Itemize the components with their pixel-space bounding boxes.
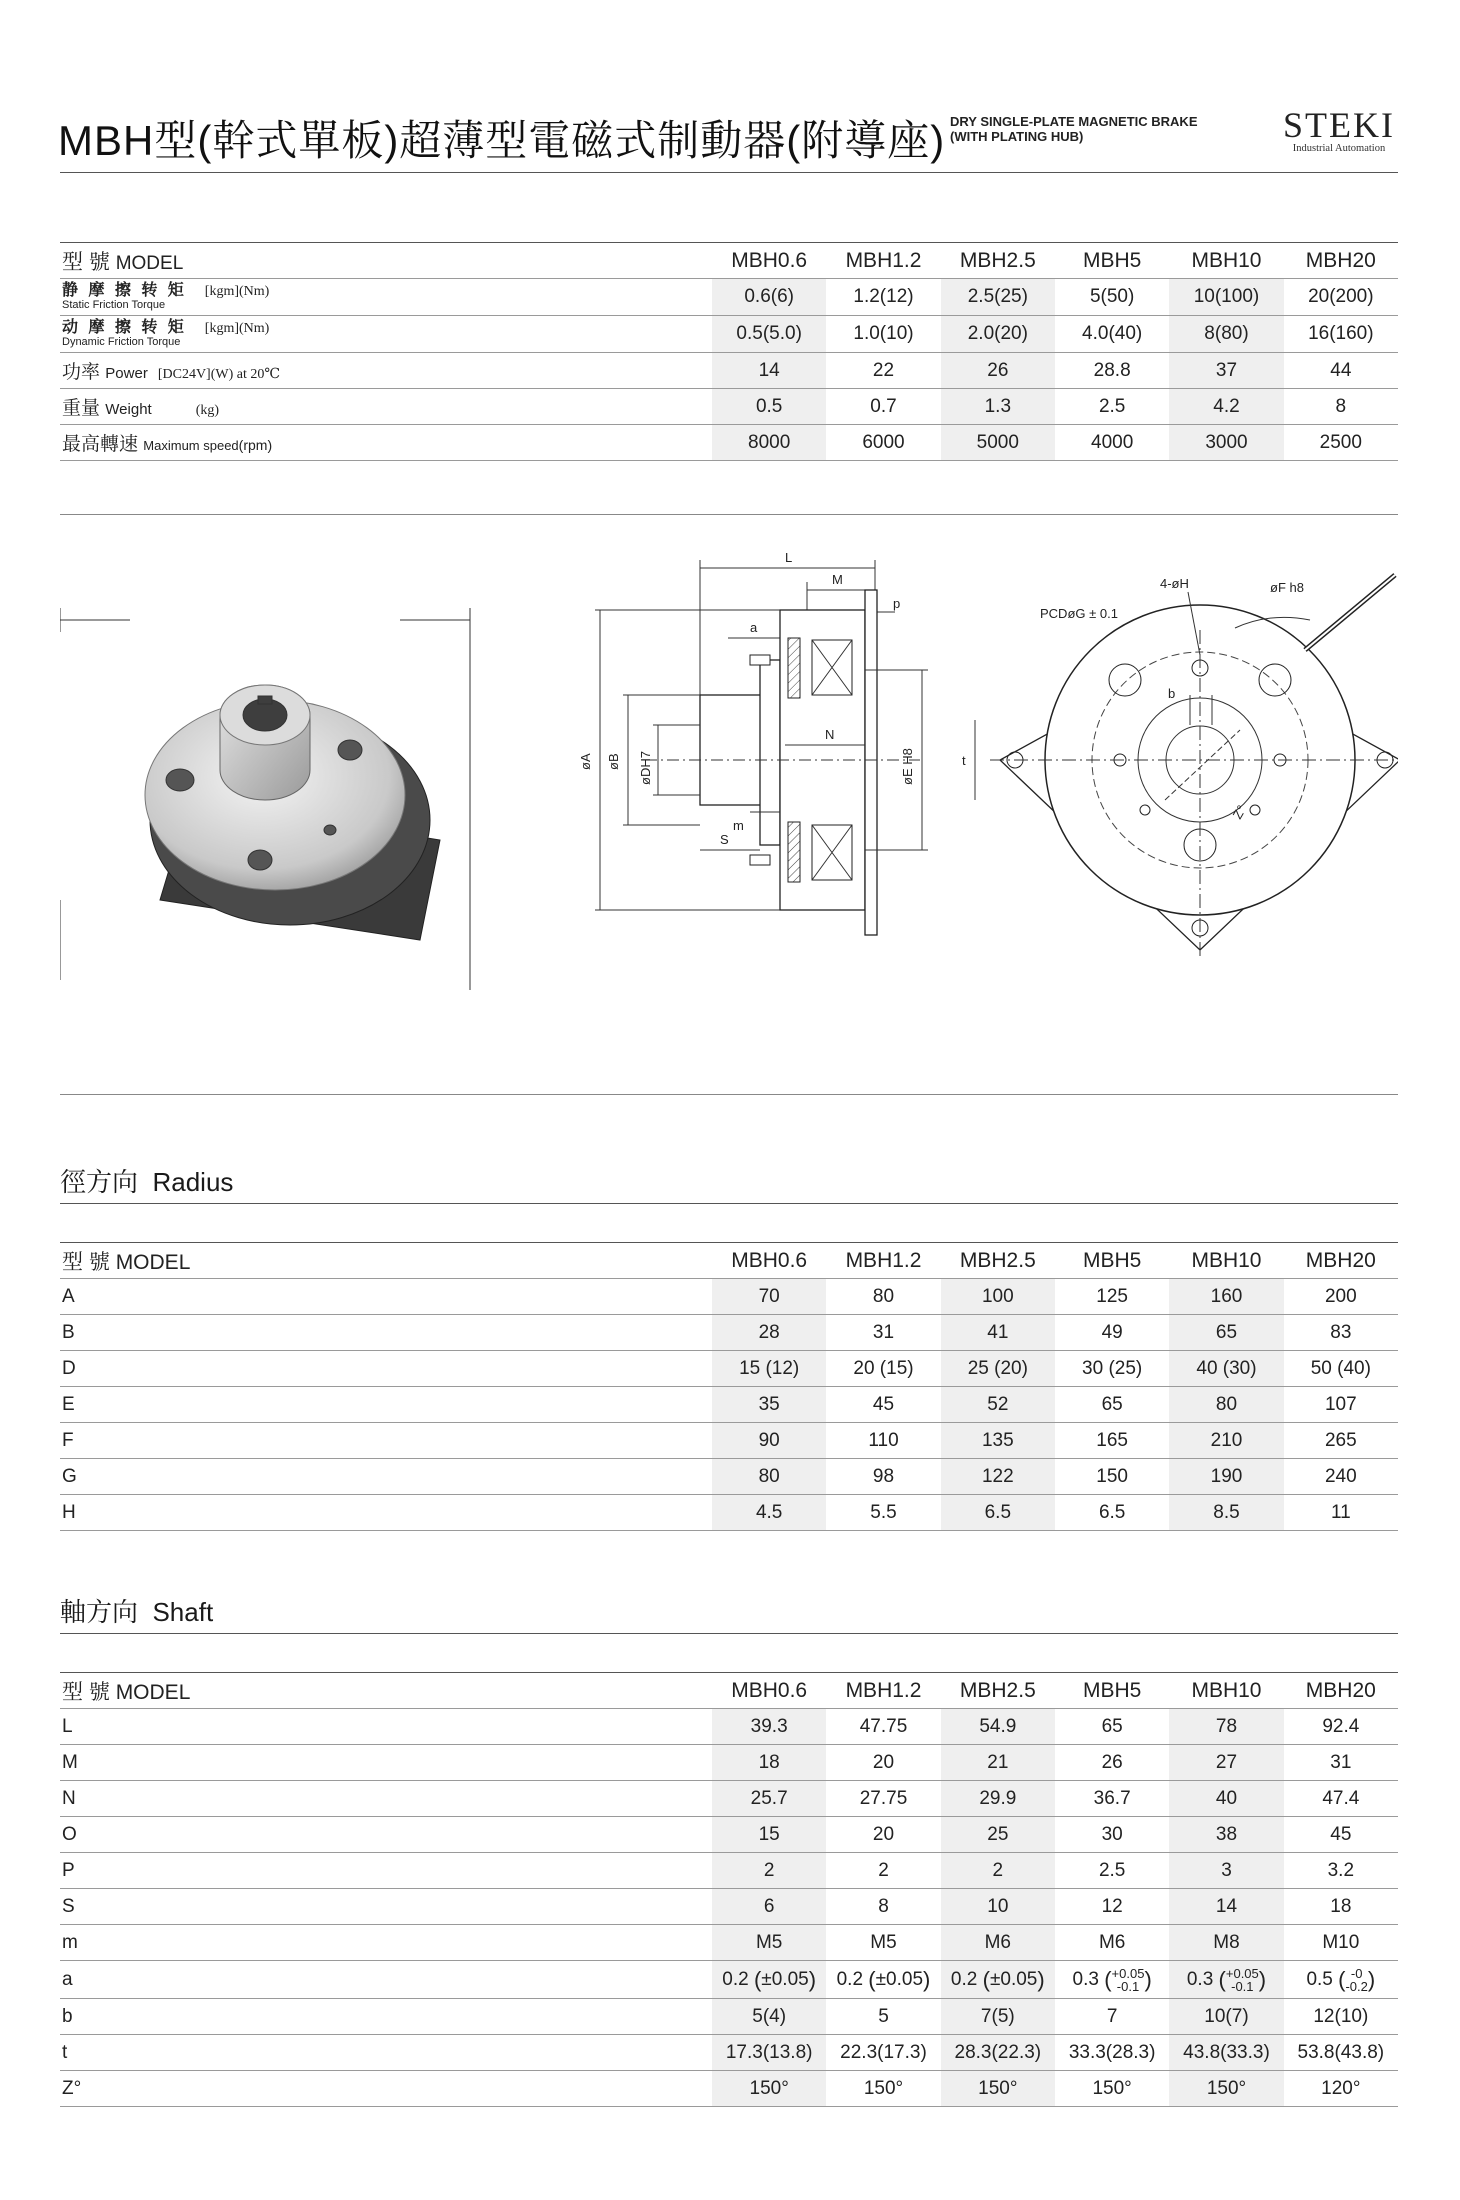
table-cell: 22.3(17.3): [826, 2035, 940, 2071]
model-col: MBH20: [1284, 243, 1398, 279]
table-cell: 44: [1284, 353, 1398, 389]
table-cell: 2.0(20): [941, 316, 1055, 353]
tol-base: 0.2: [950, 1968, 978, 1990]
front-view: [962, 575, 1398, 960]
header-divider: [60, 172, 1398, 173]
page-title: MBH型(幹式單板)超薄型電磁式制動器(附導座): [58, 117, 946, 164]
table-row: [60, 1745, 1398, 1781]
page-subtitle: [950, 114, 1198, 144]
model-col: MBH0.6: [712, 1673, 826, 1709]
table-cell: 15 (12): [712, 1351, 826, 1387]
spec-row-label: [60, 316, 712, 353]
spec-label-cn: 最高轉速: [62, 434, 139, 455]
row-label: A: [60, 1279, 712, 1315]
table-row: [60, 1889, 1398, 1925]
table-cell: 31: [826, 1315, 940, 1351]
model-col: MBH2.5: [941, 1243, 1055, 1279]
table-row: [60, 1999, 1398, 2035]
table-row: [60, 425, 1398, 461]
table-cell: 14: [1169, 1889, 1283, 1925]
row-label: Z°: [60, 2071, 712, 2107]
model-label-cn: 型 號: [62, 1250, 110, 1274]
spec-label-cn: 功率: [62, 362, 101, 383]
table-row: [60, 1817, 1398, 1853]
logo-brand: STEKI: [1283, 105, 1395, 145]
table-cell: 190: [1169, 1459, 1283, 1495]
table-cell: 2: [712, 1853, 826, 1889]
table-cell: 150°: [1169, 2071, 1283, 2107]
technical-figure: [60, 520, 1398, 1080]
table-cell: 150°: [941, 2071, 1055, 2107]
spec-label-unit: (rpm): [238, 437, 273, 453]
model-label-en: MODEL: [115, 1250, 191, 1274]
table-cell: 25.7: [712, 1781, 826, 1817]
row-label: m: [60, 1925, 712, 1961]
table-cell: 22: [826, 353, 940, 389]
table-cell: 2.5(25): [941, 279, 1055, 316]
tol-base: 0.5: [1306, 1968, 1333, 1990]
shaft-section-title: [60, 1592, 213, 1629]
row-label: H: [60, 1495, 712, 1531]
shaft-title-en: Shaft: [152, 1597, 214, 1627]
table-cell: 20: [826, 1817, 940, 1853]
table-row: [60, 1387, 1398, 1423]
table-row: [60, 1709, 1398, 1745]
tol-value: ±0.05: [761, 1968, 809, 1990]
table-cell: 29.9: [941, 1781, 1055, 1817]
row-label: B: [60, 1315, 712, 1351]
table-cell: 92.4: [1284, 1709, 1398, 1745]
dim-label-b: b: [1168, 686, 1176, 701]
row-label: M: [60, 1745, 712, 1781]
radius-section-title: [60, 1162, 233, 1199]
spec-label-en: Weight: [105, 401, 152, 418]
dim-label-pcd: PCDøG ± 0.1: [1040, 606, 1118, 621]
model-col: MBH10: [1169, 243, 1283, 279]
table-cell: 5(50): [1055, 279, 1169, 316]
table-cell: 12: [1055, 1889, 1169, 1925]
table-cell: 2.5: [1055, 389, 1169, 425]
table-cell: 135: [941, 1423, 1055, 1459]
table-cell: 1.0(10): [826, 316, 940, 353]
table-row: [60, 1925, 1398, 1961]
table-cell: 1.2(12): [826, 279, 940, 316]
table-cell: 31: [1284, 1745, 1398, 1781]
table-cell: 36.7: [1055, 1781, 1169, 1817]
table-cell: 150°: [1055, 2071, 1169, 2107]
model-col: MBH0.6: [712, 243, 826, 279]
table-row: [60, 316, 1398, 353]
shaft-title-cn: 軸方向: [60, 1597, 139, 1627]
tol-base: 0.2: [836, 1968, 864, 1990]
table-cell: 4.0(40): [1055, 316, 1169, 353]
dim-label-S: S: [720, 832, 729, 847]
spec-label-en: Static Friction Torque: [62, 299, 166, 311]
radius-section-divider: [60, 1203, 1398, 1204]
table-cell: 240: [1284, 1459, 1398, 1495]
radius-title-cn: 徑方向: [60, 1167, 139, 1197]
table-cell: 54.9: [941, 1709, 1055, 1745]
table-cell: 210: [1169, 1423, 1283, 1459]
subtitle-line-1: DRY SINGLE-PLATE MAGNETIC BRAKE: [950, 114, 1198, 129]
table-cell: 45: [1284, 1817, 1398, 1853]
table-cell: 122: [941, 1459, 1055, 1495]
table-cell: 10(100): [1169, 279, 1283, 316]
model-col: MBH1.2: [826, 243, 940, 279]
table-cell: 7(5): [941, 1999, 1055, 2035]
table-cell: 16(160): [1284, 316, 1398, 353]
table-cell: 110: [826, 1423, 940, 1459]
table-cell: 6000: [826, 425, 940, 461]
table-cell: 26: [941, 353, 1055, 389]
dim-label-oA: øA: [578, 753, 593, 770]
table-cell: 40: [1169, 1781, 1283, 1817]
table-cell: 17.3(13.8): [712, 2035, 826, 2071]
table-cell: 7: [1055, 1999, 1169, 2035]
table-row-a: [60, 1961, 1398, 1999]
table-cell: 20 (15): [826, 1351, 940, 1387]
table-cell: 53.8(43.8): [1284, 2035, 1398, 2071]
side-section-view: [578, 550, 928, 935]
table-row: [60, 1853, 1398, 1889]
model-label-cn: 型 號: [62, 250, 110, 274]
table-cell: 4000: [1055, 425, 1169, 461]
tolerance-cell: 0.3 ( +0.05 -0.1 ): [1055, 1961, 1169, 1999]
table-cell: 2: [941, 1853, 1055, 1889]
dim-label-oD: øDH7: [638, 751, 653, 785]
tol-value: ±0.05: [875, 1968, 924, 1990]
product-photo: [60, 608, 470, 990]
table-cell: 65: [1169, 1315, 1283, 1351]
shaft-section-divider: [60, 1633, 1398, 1634]
model-col: MBH10: [1169, 1673, 1283, 1709]
tolerance-cell: 0.3 ( +0.05 -0.1 ): [1169, 1961, 1283, 1999]
table-cell: 6.5: [941, 1495, 1055, 1531]
model-label: [60, 1673, 712, 1709]
spec-label-unit: [DC24V](W) at 20℃: [157, 367, 281, 382]
table-cell: 65: [1055, 1709, 1169, 1745]
table-row: [60, 1423, 1398, 1459]
model-col: MBH1.2: [826, 1243, 940, 1279]
table-cell: 83: [1284, 1315, 1398, 1351]
spec-row-label: [60, 389, 712, 425]
table-cell: 43.8(33.3): [1169, 2035, 1283, 2071]
table-cell: 80: [826, 1279, 940, 1315]
dim-label-L: L: [785, 550, 793, 565]
table-cell: 200: [1284, 1279, 1398, 1315]
table-cell: M6: [1055, 1925, 1169, 1961]
table-cell: 4.2: [1169, 389, 1283, 425]
radius-header-row: [60, 1243, 1398, 1279]
tol-upper: -0: [1350, 1965, 1363, 1981]
table-cell: 150°: [826, 2071, 940, 2107]
row-label: t: [60, 2035, 712, 2071]
model-col: MBH2.5: [941, 243, 1055, 279]
table-cell: 45: [826, 1387, 940, 1423]
table-cell: 3.2: [1284, 1853, 1398, 1889]
table-cell: 100: [941, 1279, 1055, 1315]
model-label: [60, 1243, 712, 1279]
dim-label-p: p: [893, 596, 901, 611]
row-label: D: [60, 1351, 712, 1387]
table-cell: 39.3: [712, 1709, 826, 1745]
table-cell: 5: [826, 1999, 940, 2035]
row-label: a: [60, 1961, 712, 1999]
table-cell: 150°: [712, 2071, 826, 2107]
tolerance-cell: 0.2 (±0.05): [712, 1961, 826, 1999]
table-cell: 1.3: [941, 389, 1055, 425]
table-cell: 90: [712, 1423, 826, 1459]
table-cell: 80: [1169, 1387, 1283, 1423]
row-label: E: [60, 1387, 712, 1423]
table-row: [60, 1315, 1398, 1351]
tolerance-cell: 0.2 (±0.05): [941, 1961, 1055, 1999]
table-cell: 28.3(22.3): [941, 2035, 1055, 2071]
tol-base: 0.2: [722, 1968, 749, 1990]
model-col: MBH20: [1284, 1243, 1398, 1279]
tol-lower: -0.2: [1345, 1978, 1368, 1994]
dim-label-N: N: [825, 727, 835, 742]
model-label-en: MODEL: [115, 1680, 191, 1704]
row-label: P: [60, 1853, 712, 1889]
table-cell: 2500: [1284, 425, 1398, 461]
table-cell: 21: [941, 1745, 1055, 1781]
table-cell: 27: [1169, 1745, 1283, 1781]
table-cell: M5: [712, 1925, 826, 1961]
model-col: MBH10: [1169, 1243, 1283, 1279]
row-label: N: [60, 1781, 712, 1817]
table-cell: 125: [1055, 1279, 1169, 1315]
table-cell: 0.5: [712, 389, 826, 425]
table-cell: 26: [1055, 1745, 1169, 1781]
table-cell: 25: [941, 1817, 1055, 1853]
table-cell: 98: [826, 1459, 940, 1495]
figure-bottom-divider: [60, 1094, 1398, 1095]
table-cell: 4.5: [712, 1495, 826, 1531]
table-row: [60, 353, 1398, 389]
table-cell: 10: [941, 1889, 1055, 1925]
tol-upper: +0.05: [1111, 1965, 1145, 1981]
table-row: [60, 1351, 1398, 1387]
table-cell: 37: [1169, 353, 1283, 389]
model-label-cn: 型 號: [62, 1680, 110, 1704]
table-cell: 8(80): [1169, 316, 1283, 353]
tol-base: 0.3: [1186, 1968, 1214, 1990]
spec-row-label: [60, 353, 712, 389]
table-cell: 47.4: [1284, 1781, 1398, 1817]
table-row: [60, 1459, 1398, 1495]
tolerance-cell: 0.5 ( -0 -0.2 ): [1284, 1961, 1398, 1999]
model-col: MBH5: [1055, 243, 1169, 279]
table-cell: 30 (25): [1055, 1351, 1169, 1387]
steki-logo: [1278, 105, 1400, 154]
tolerance-cell: 0.2 (±0.05): [826, 1961, 940, 1999]
spec-label-unit: (kg): [195, 403, 220, 418]
table-cell: 0.7: [826, 389, 940, 425]
dim-label-oB: øB: [606, 753, 621, 770]
spec-table: [60, 242, 1398, 461]
table-cell: 8: [1284, 389, 1398, 425]
table-cell: 14: [712, 353, 826, 389]
table-cell: 150: [1055, 1459, 1169, 1495]
shaft-header-row: [60, 1673, 1398, 1709]
table-cell: 8.5: [1169, 1495, 1283, 1531]
spec-label-cn: 重量: [62, 398, 101, 419]
table-cell: 120°: [1284, 2071, 1398, 2107]
model-col: MBH1.2: [826, 1673, 940, 1709]
spec-row-label: [60, 279, 712, 316]
table-cell: 70: [712, 1279, 826, 1315]
row-label: F: [60, 1423, 712, 1459]
table-row: [60, 1279, 1398, 1315]
table-cell: 65: [1055, 1387, 1169, 1423]
model-col: MBH20: [1284, 1673, 1398, 1709]
table-cell: 15: [712, 1817, 826, 1853]
table-cell: 80: [712, 1459, 826, 1495]
table-cell: 50 (40): [1284, 1351, 1398, 1387]
table-row: [60, 389, 1398, 425]
shaft-table: [60, 1672, 1398, 2107]
tol-upper: +0.05: [1225, 1965, 1259, 1981]
table-cell: 3: [1169, 1853, 1283, 1889]
table-row: [60, 2071, 1398, 2107]
technical-drawing: [60, 520, 1398, 1080]
table-cell: 18: [712, 1745, 826, 1781]
spec-label-en: Dynamic Friction Torque: [62, 336, 181, 348]
table-cell: 47.75: [826, 1709, 940, 1745]
table-cell: 12(10): [1284, 1999, 1398, 2035]
table-cell: 33.3(28.3): [1055, 2035, 1169, 2071]
row-label: G: [60, 1459, 712, 1495]
table-cell: 107: [1284, 1387, 1398, 1423]
table-row: [60, 279, 1398, 316]
dim-label-oE: øE H8: [900, 748, 915, 785]
row-label: O: [60, 1817, 712, 1853]
tol-value: ±0.05: [989, 1968, 1038, 1990]
table-cell: 40 (30): [1169, 1351, 1283, 1387]
dim-label-m: m: [733, 818, 744, 833]
table-cell: 38: [1169, 1817, 1283, 1853]
spec-label-unit: [kgm](Nm): [204, 284, 270, 299]
table-cell: 78: [1169, 1709, 1283, 1745]
spec-label-en: Power: [105, 365, 148, 382]
row-label: b: [60, 1999, 712, 2035]
table-cell: 2.5: [1055, 1853, 1169, 1889]
model-label: [60, 243, 712, 279]
table-cell: M5: [826, 1925, 940, 1961]
model-col: MBH5: [1055, 1243, 1169, 1279]
table-cell: 11: [1284, 1495, 1398, 1531]
dim-label-holes: 4-øH: [1160, 576, 1189, 591]
spec-label-cn: 动 摩 擦 转 矩: [62, 319, 187, 336]
model-col: MBH5: [1055, 1673, 1169, 1709]
dim-label-oF: øF h8: [1270, 580, 1304, 595]
table-cell: 10(7): [1169, 1999, 1283, 2035]
tol-lower: -0.1: [1116, 1978, 1140, 1994]
figure-top-divider: [60, 514, 1398, 515]
dim-label-t: t: [962, 753, 966, 768]
table-cell: 20: [826, 1745, 940, 1781]
tol-base: 0.3: [1072, 1968, 1099, 1990]
table-cell: 30: [1055, 1817, 1169, 1853]
spec-row-label: [60, 425, 712, 461]
table-cell: 0.5(5.0): [712, 316, 826, 353]
logo-tagline: Industrial Automation: [1292, 143, 1386, 154]
table-cell: 0.6(6): [712, 279, 826, 316]
table-row: [60, 1495, 1398, 1531]
table-cell: 5000: [941, 425, 1055, 461]
table-cell: 20(200): [1284, 279, 1398, 316]
table-cell: 5(4): [712, 1999, 826, 2035]
table-cell: 8: [826, 1889, 940, 1925]
table-cell: M10: [1284, 1925, 1398, 1961]
table-cell: M6: [941, 1925, 1055, 1961]
table-cell: 5.5: [826, 1495, 940, 1531]
table-cell: M8: [1169, 1925, 1283, 1961]
table-cell: 35: [712, 1387, 826, 1423]
table-cell: 27.75: [826, 1781, 940, 1817]
table-row: [60, 2035, 1398, 2071]
table-cell: 160: [1169, 1279, 1283, 1315]
spec-header-row: [60, 243, 1398, 279]
radius-title-en: Radius: [152, 1167, 234, 1197]
table-cell: 6.5: [1055, 1495, 1169, 1531]
table-cell: 2: [826, 1853, 940, 1889]
subtitle-line-2: (WITH PLATING HUB): [950, 129, 1084, 144]
spec-label-cn: 静 摩 擦 转 矩: [62, 282, 187, 299]
dim-label-M: M: [832, 572, 843, 587]
model-col: MBH0.6: [712, 1243, 826, 1279]
dim-label-z: Z°: [1229, 802, 1250, 822]
spec-label-unit: [kgm](Nm): [204, 321, 270, 336]
tol-lower: -0.1: [1231, 1978, 1254, 1994]
table-cell: 265: [1284, 1423, 1398, 1459]
table-cell: 28: [712, 1315, 826, 1351]
model-label-en: MODEL: [115, 252, 184, 274]
table-cell: 28.8: [1055, 353, 1169, 389]
table-cell: 25 (20): [941, 1351, 1055, 1387]
table-cell: 3000: [1169, 425, 1283, 461]
table-row: [60, 1781, 1398, 1817]
radius-table: [60, 1242, 1398, 1531]
row-label: L: [60, 1709, 712, 1745]
table-cell: 49: [1055, 1315, 1169, 1351]
table-cell: 6: [712, 1889, 826, 1925]
spec-label-en: Maximum speed: [143, 438, 239, 453]
table-cell: 41: [941, 1315, 1055, 1351]
dim-label-a: a: [750, 620, 758, 635]
table-cell: 18: [1284, 1889, 1398, 1925]
table-cell: 52: [941, 1387, 1055, 1423]
table-cell: 8000: [712, 425, 826, 461]
table-cell: 165: [1055, 1423, 1169, 1459]
row-label: S: [60, 1889, 712, 1925]
model-col: MBH2.5: [941, 1673, 1055, 1709]
